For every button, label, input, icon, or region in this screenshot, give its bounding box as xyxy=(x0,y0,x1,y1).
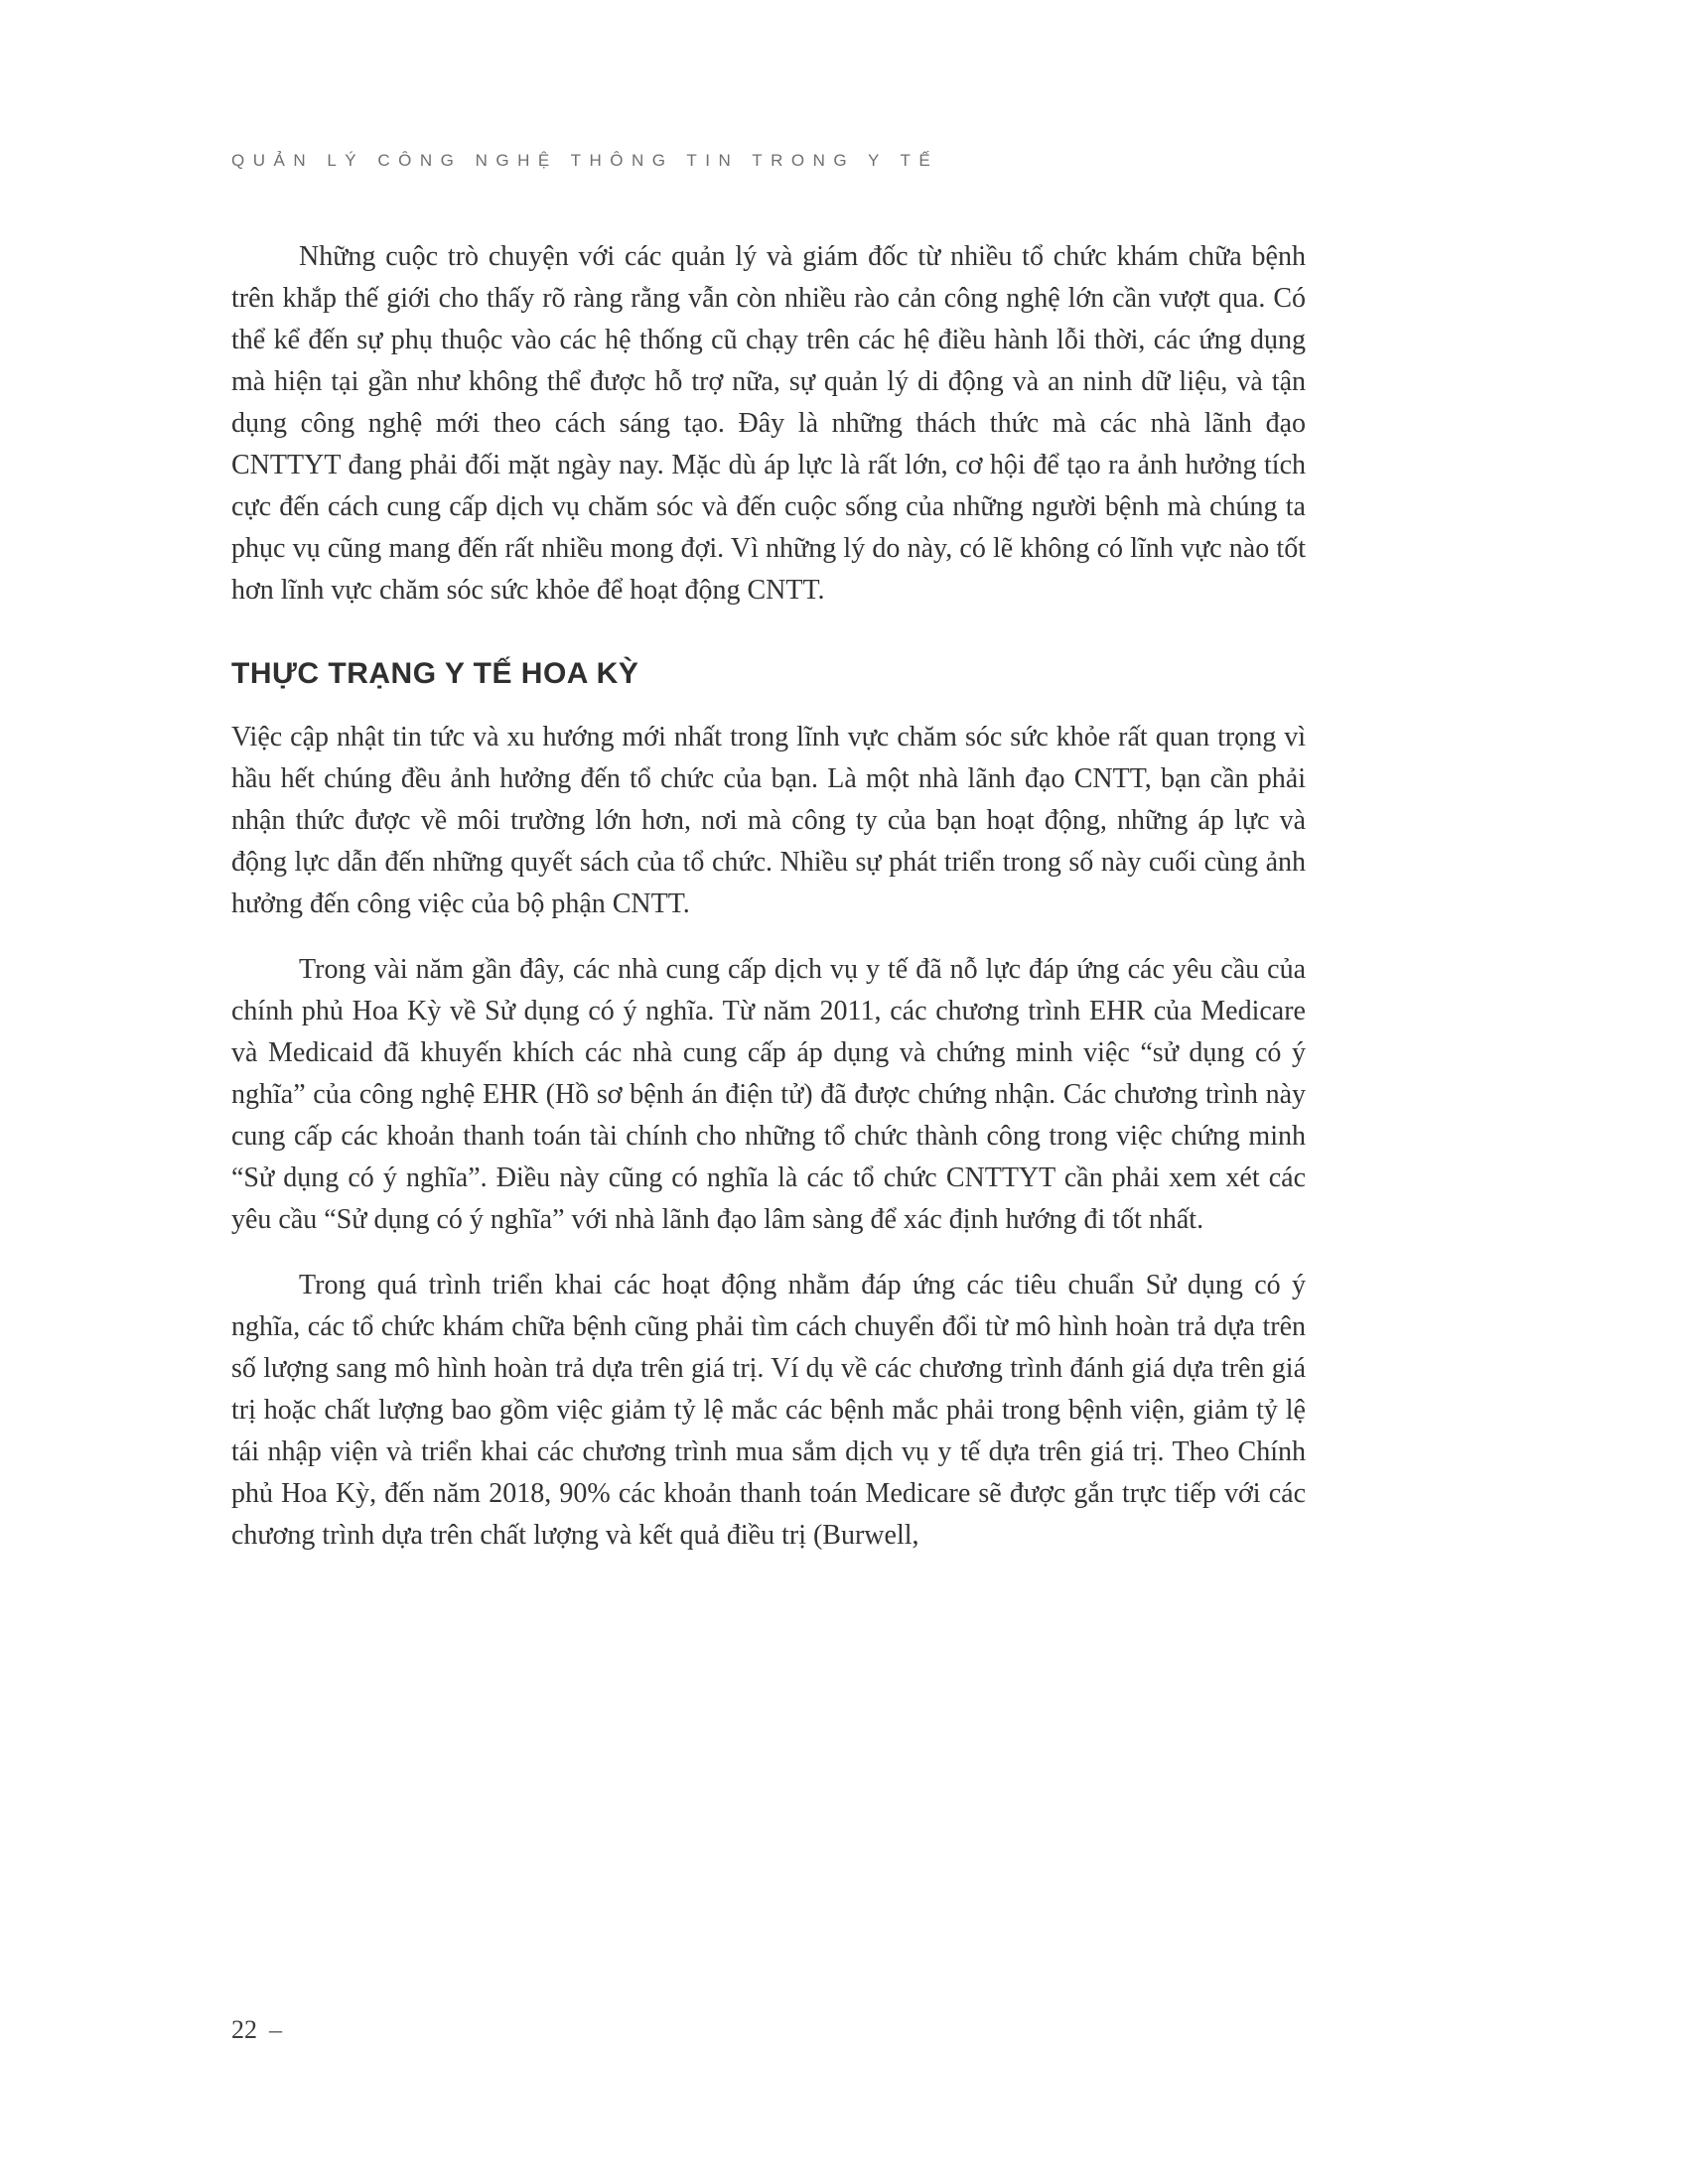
paragraph-intro: Những cuộc trò chuyện với các quản lý và giám đốc từ nhiều tổ chức khám chữa bệnh trên khắp thế giới cho thấy rõ ràng rằng vẫn còn nhiều rào cản công nghệ lớn cần vượt qua. Có thể kể đến sự phụ thuộc vào các hệ thống cũ chạy trên các hệ điều hành lỗi thời, các ứng dụng mà hiện tại gần như không thể được hỗ trợ nữa, sự quản lý di động và an ninh dữ liệu, và tận dụng công nghệ mới theo cách sáng tạo. Đây là những thách thức mà các nhà lãnh đạo CNTTYT đang phải đối mặt ngày nay. Mặc dù áp lực là rất lớn, cơ hội để tạo ra ảnh hưởng tích cực đến cách cung cấp dịch vụ chăm sóc và đến cuộc sống của những người bệnh mà chúng ta phục vụ cũng mang đến rất nhiều mong đợi. Vì những lý do này, có lẽ không có lĩnh vực nào tốt hơn lĩnh vực chăm sóc sức khỏe để hoạt động CNTT. xyxy=(231,241,1306,606)
section-heading: THỰC TRẠNG Y TẾ HOA KỲ xyxy=(231,657,639,690)
page-content xyxy=(231,236,1306,1580)
paragraph-meaningful-use: Trong vài năm gần đây, các nhà cung cấp dịch vụ y tế đã nỗ lực đáp ứng các yêu cầu của chính phủ Hoa Kỳ về Sử dụng có ý nghĩa. Từ năm 2011, các chương trình EHR của Medicare và Medicaid đã khuyến khích các nhà cung cấp áp dụng và chứng minh việc “sử dụng có ý nghĩa” của công nghệ EHR (Hồ sơ bệnh án điện tử) đã được chứng nhận. Các chương trình này cung cấp các khoản thanh toán tài chính cho những tổ chức thành công trong việc chứng minh “Sử dụng có ý nghĩa”. Điều này cũng có nghĩa là các tổ chức CNTTYT cần phải xem xét các yêu cầu “Sử dụng có ý nghĩa” với nhà lãnh đạo lâm sàng để xác định hướng đi tốt nhất. xyxy=(231,954,1306,1235)
paragraph-us-healthcare-overview: Việc cập nhật tin tức và xu hướng mới nhất trong lĩnh vực chăm sóc sức khỏe rất quan trọng vì hầu hết chúng đều ảnh hưởng đến tổ chức của bạn. Là một nhà lãnh đạo CNTT, bạn cần phải nhận thức được về môi trường lớn hơn, nơi mà công ty của bạn hoạt động, những áp lực và động lực dẫn đến những quyết sách của tổ chức. Nhiều sự phát triển trong số này cuối cùng ảnh hưởng đến công việc của bộ phận CNTT. xyxy=(231,722,1306,919)
paragraph-value-based-care: Trong quá trình triển khai các hoạt động nhằm đáp ứng các tiêu chuẩn Sử dụng có ý nghĩa, các tổ chức khám chữa bệnh cũng phải tìm cách chuyển đổi từ mô hình hoàn trả dựa trên số lượng sang mô hình hoàn trả dựa trên giá trị. Ví dụ về các chương trình đánh giá dựa trên giá trị hoặc chất lượng bao gồm việc giảm tỷ lệ mắc các bệnh mắc phải trong bệnh viện, giảm tỷ lệ tái nhập viện và triển khai các chương trình mua sắm dịch vụ y tế dựa trên giá trị. Theo Chính phủ Hoa Kỳ, đến năm 2018, 90% các khoản thanh toán Medicare sẽ được gắn trực tiếp với các chương trình dựa trên chất lượng và kết quả điều trị (Burwell, xyxy=(231,1270,1306,1551)
page-footer xyxy=(231,2015,282,2045)
page-number: 22 xyxy=(231,2015,257,2044)
page-number-dash: – xyxy=(269,2015,282,2044)
running-header: QUẢN LÝ CÔNG NGHỆ THÔNG TIN TRONG Y TẾ xyxy=(231,151,939,170)
